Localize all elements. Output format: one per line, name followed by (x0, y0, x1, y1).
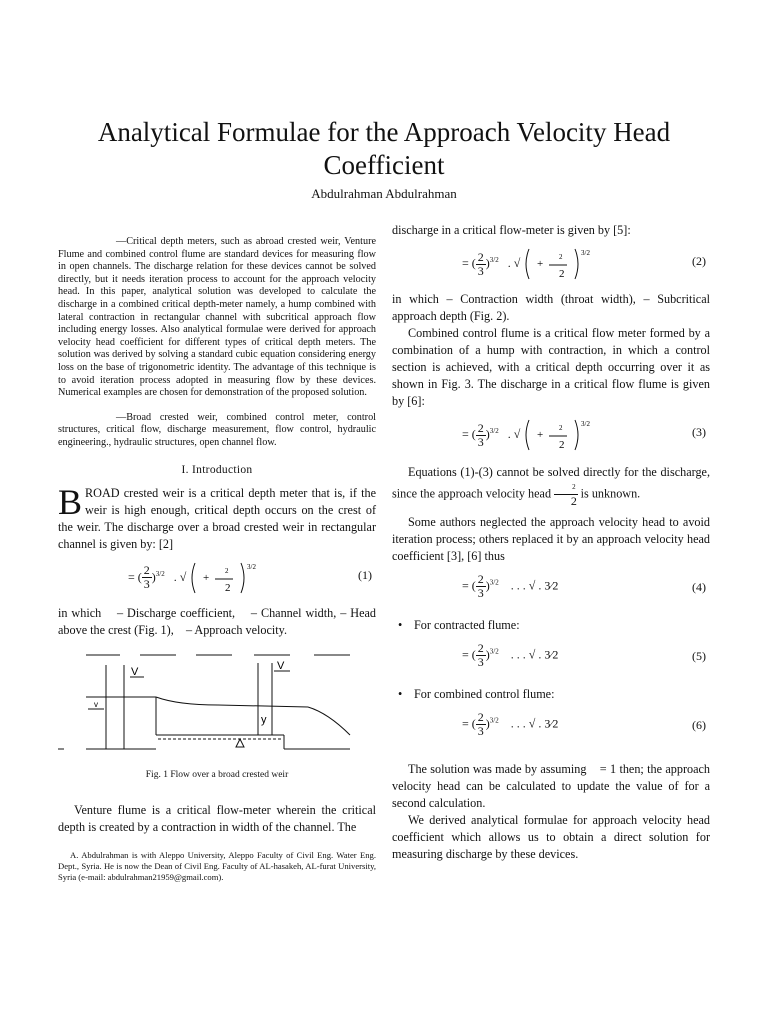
exponent: 3/2 (247, 562, 257, 571)
equation-5: = ( $\frac{2}{3}$ )$^{3/2}$ . . . √ . 3⁄2 (5) (462, 641, 706, 669)
right-paragraph-6: The solution was made by assuming = 1 then; the approach velocity head can be calculated to update the value of for a second calculation. (392, 762, 711, 810)
section-heading-introduction: I. Introduction (181, 463, 253, 476)
svg-text:2: 2 (559, 439, 565, 451)
broad-crested-weir-diagram (58, 649, 376, 765)
paper-title: Analytical Formulae for the Approach Velocity Head Coefficient (97, 117, 671, 180)
svg-text:+: + (537, 429, 544, 441)
equation-5-number: (5) (692, 649, 706, 663)
equation-1 (58, 557, 376, 601)
equation-6: = ( $\frac{2}{3}$ )$^{3/2}$ . . . √ . 3⁄2 (6) (462, 710, 706, 738)
intro-paragraph-3: Venture flume is a critical flow-meter wherein the critical depth is created by a contraction in width of the channel. The (58, 802, 376, 834)
bullet-combined-flume: • For combined control flume: (392, 686, 710, 703)
bracket-term-2 (523, 247, 593, 281)
figure-1-caption: Fig. 1 Flow over a broad crested weir (145, 769, 289, 780)
right-paragraph-3: Combined control flume is a critical flow meter formed by a combination of a hump with contraction, in which a control section is achieved, with a critical depth occurring over it as shown in Fig. 3. The discharge in a critical flow flume is given by [6]: (392, 326, 710, 408)
velocity-head-fraction: $\frac{2}{2}$ (554, 481, 578, 508)
right-paragraph-7: We derived analytical formulae for approach velocity head coefficient which allows us to obtain a direct solution for measuring discharge by these devices. (392, 813, 710, 861)
svg-text:2: 2 (559, 424, 563, 432)
svg-text:3/2: 3/2 (581, 420, 591, 428)
equation-6-number: (6) (692, 718, 706, 732)
right-paragraph-2: in which – Contraction width (throat width), – Subcritical approach depth (Fig. 2). (392, 292, 710, 323)
svg-text:2: 2 (559, 268, 565, 280)
svg-text:+: + (203, 571, 210, 584)
svg-text:+: + (537, 258, 544, 270)
equation-3-number: (3) (692, 425, 706, 439)
equation-4-number: (4) (692, 580, 706, 594)
intro-paragraph-1: BROAD crested weir is a critical depth meter that is, if the weir is high enough, critical depth occurs on the crest of the weir. The discharge over a broad crested weir in rectangular channel is given by: [2] (58, 481, 376, 551)
intro-paragraph-2: in which – Discharge coefficient, – Channel width, – Head above the crest (Fig. 1), – Approach velocity. (58, 605, 377, 637)
keywords: —Broad crested weir, combined control meter, control structures, critical flow, discharge measurement, flow control, hydraulic engineering., hydraulic structures, open channel flow. (58, 411, 376, 448)
equation-2: = ( $\frac{2}{3}$ )$^{3/2}$ . √ + 2 2 3/2 (2) (462, 249, 706, 280)
equation-1-number: (1) (358, 567, 372, 582)
right-paragraph-5: Some authors neglected the approach velocity head to avoid iteration process; others replaced it by an approach velocity head coefficient [3], [6] thus (392, 515, 710, 563)
fraction-2-3: $\frac{2}{3}$ (143, 563, 150, 591)
equation-3: = ( $\frac{2}{3}$ )$^{3/2}$ . √ + 2 2 3/2 (3) (462, 420, 706, 451)
superscript-2: 2 (225, 566, 229, 575)
right-paragraph-1: discharge in a critical flow-meter is given by [5]: (392, 223, 631, 237)
label-v-small: v (94, 699, 98, 709)
figure-1 (58, 649, 376, 765)
label-v-downstream: V (277, 659, 285, 672)
author-name: Abdulrahman Abdulrahman (311, 186, 457, 201)
svg-text:3/2: 3/2 (581, 249, 591, 257)
equation-1-body: = ( $\frac{2}{3}$ )$^{3/2}$ . √ + 2 2 3/2 (128, 561, 308, 597)
left-column (58, 236, 376, 883)
author-footnote: A. Abdulrahman is with Aleppo University, Aleppo Faculty of Civil Eng. Water Eng. Dept., Syria. He is now the Dean of Civil Eng. Faculty of AL-hasakeh, AL-furat University, Syria (e-mail: abdulrahman21959@gmail.com). (58, 849, 376, 882)
bracket-term (189, 561, 259, 595)
drop-cap: B (58, 481, 83, 522)
label-y: y (261, 713, 267, 726)
denominator-2: 2 (225, 581, 231, 594)
right-paragraph-4: Equations (1)-(3) cannot be solved directly for the discharge, since the approach velocity head $\frac{2}{2}$ is unknown. (392, 465, 710, 508)
svg-text:2: 2 (559, 253, 563, 261)
equation-4: = ( $\frac{2}{3}$ )$^{3/2}$ . . . √ . 3⁄2 (4) (462, 572, 706, 600)
label-v-upstream: V (131, 665, 139, 678)
right-column (392, 222, 710, 863)
bracket-term-3 (523, 418, 593, 452)
equation-2-number: (2) (692, 254, 706, 268)
bullet-contracted-flume: • For contracted flume: (392, 617, 710, 634)
abstract: —Critical depth meters, such as abroad crested weir, Venture Flume and combined control flume are standard devices for measuring flow in open channels. The discharge relation for these devices cannot be solved directly, but it needs iteration process to account for the approach velocity head. In this paper, analytical solution was developed to calculate the discharge in a combined critical depth-meter namely, a hump combined with lateral contraction in rectangular channel with subcritical approach flow including energy losses. Also analytical formulae were derived for approach velocity head coefficient for different types of critical depth meters. The solution was derived by solving a standard cubic equation considering energy loss on the base of trigonometric identity. The advantage of this technique is to avoid iteration process adopted in measuring flow by these devices. Numerical examples are chosen for demonstration of the proposed solution. (58, 236, 376, 399)
